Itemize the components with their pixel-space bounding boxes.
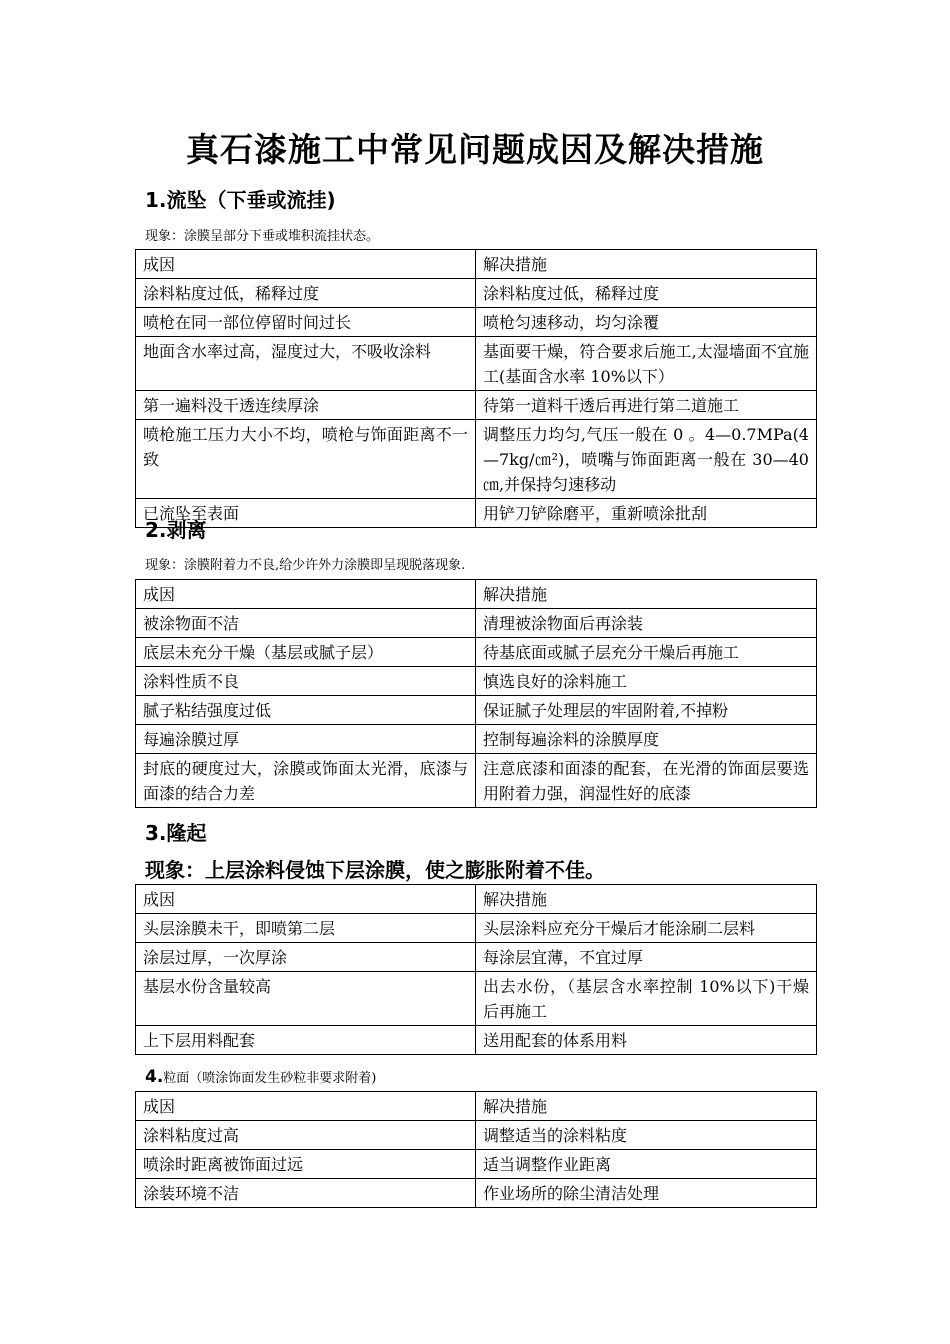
cause-cell: 被涂物面不洁 bbox=[136, 609, 476, 638]
cause-cell: 头层涂膜未干，即喷第二层 bbox=[136, 914, 476, 943]
cause-cell: 已流坠至表面 bbox=[136, 499, 476, 528]
header-solution: 解决措施 bbox=[476, 885, 817, 914]
cause-cell: 涂层过厚，一次厚涂 bbox=[136, 943, 476, 972]
cause-cell: 上下层用料配套 bbox=[136, 1026, 476, 1055]
table-row bbox=[136, 391, 817, 420]
section-3-table bbox=[135, 884, 817, 1055]
solution-cell: 待基底面或腻子层充分干燥后再施工 bbox=[476, 638, 817, 667]
cause-cell: 涂料粘度过高 bbox=[136, 1121, 476, 1150]
table-row bbox=[136, 499, 817, 528]
table-row bbox=[136, 1150, 817, 1179]
solution-cell: 适当调整作业距离 bbox=[476, 1150, 817, 1179]
table-row bbox=[136, 725, 817, 754]
cause-cell: 第一遍料没干透连续厚涂 bbox=[136, 391, 476, 420]
cause-cell: 底层未充分干燥（基层或腻子层） bbox=[136, 638, 476, 667]
solution-cell: 基面要干燥，符合要求后施工,太湿墙面不宜施工(基面含水率 10%以下） bbox=[476, 337, 817, 391]
solution-cell: 调整适当的涂料粘度 bbox=[476, 1121, 817, 1150]
table-row bbox=[136, 279, 817, 308]
table-row bbox=[136, 337, 817, 391]
section-1-table bbox=[135, 249, 817, 528]
solution-cell: 控制每遍涂料的涂膜厚度 bbox=[476, 725, 817, 754]
header-solution: 解决措施 bbox=[476, 1092, 817, 1121]
section-3-phenomenon: 现象：上层涂料侵蚀下层涂膜，使之膨胀附着不佳。 bbox=[145, 858, 605, 882]
page-title: 真石漆施工中常见问题成因及解决措施 bbox=[186, 130, 764, 169]
solution-cell: 清理被涂物面后再涂装 bbox=[476, 609, 817, 638]
section-3-heading: 3.隆起 bbox=[145, 821, 207, 845]
header-cause: 成因 bbox=[136, 1092, 476, 1121]
table-row bbox=[136, 420, 817, 499]
table-header-row bbox=[136, 885, 817, 914]
section-4-heading bbox=[145, 1067, 376, 1089]
cause-cell: 喷枪在同一部位停留时间过长 bbox=[136, 308, 476, 337]
cause-cell: 涂料粘度过低，稀释过度 bbox=[136, 279, 476, 308]
section-2-heading: 2.剥离 bbox=[145, 518, 207, 542]
solution-cell: 作业场所的除尘清洁处理 bbox=[476, 1179, 817, 1208]
table-row bbox=[136, 1026, 817, 1055]
solution-cell: 待第一道料干透后再进行第二道施工 bbox=[476, 391, 817, 420]
solution-cell: 每涂层宜薄，不宜过厚 bbox=[476, 943, 817, 972]
cause-cell: 涂料性质不良 bbox=[136, 667, 476, 696]
cause-cell: 封底的硬度过大，涂膜或饰面太光滑，底漆与面漆的结合力差 bbox=[136, 754, 476, 808]
cause-cell: 每遍涂膜过厚 bbox=[136, 725, 476, 754]
table-header-row bbox=[136, 580, 817, 609]
table-header-row bbox=[136, 250, 817, 279]
solution-cell: 调整压力均匀,气压一般在 0 。4—0.7MPa(4—7kg/㎝²)，喷嘴与饰面距离一般在 30—40㎝,并保持匀速移动 bbox=[476, 420, 817, 499]
table-row bbox=[136, 754, 817, 808]
cause-cell: 喷涂时距离被饰面过远 bbox=[136, 1150, 476, 1179]
cause-cell: 基层水份含量较高 bbox=[136, 972, 476, 1026]
section-4-table bbox=[135, 1091, 817, 1208]
table-row bbox=[136, 638, 817, 667]
header-solution: 解决措施 bbox=[476, 580, 817, 609]
solution-cell: 注意底漆和面漆的配套，在光滑的饰面层要选用附着力强，润湿性好的底漆 bbox=[476, 754, 817, 808]
section-2-phenomenon: 现象：涂膜附着力不良,给少许外力涂膜即呈现脱落现象. bbox=[145, 558, 466, 573]
solution-cell: 涂料粘度过低，稀释过度 bbox=[476, 279, 817, 308]
table-row bbox=[136, 1121, 817, 1150]
solution-cell: 慎选良好的涂料施工 bbox=[476, 667, 817, 696]
header-solution: 解决措施 bbox=[476, 250, 817, 279]
table-row bbox=[136, 1179, 817, 1208]
table-row bbox=[136, 696, 817, 725]
header-cause: 成因 bbox=[136, 250, 476, 279]
cause-cell: 涂装环境不洁 bbox=[136, 1179, 476, 1208]
solution-cell: 用铲刀铲除磨平，重新喷涂批刮 bbox=[476, 499, 817, 528]
solution-cell: 送用配套的体系用料 bbox=[476, 1026, 817, 1055]
cause-cell: 地面含水率过高，湿度过大，不吸收涂料 bbox=[136, 337, 476, 391]
table-row bbox=[136, 609, 817, 638]
solution-cell: 喷枪匀速移动，均匀涂覆 bbox=[476, 308, 817, 337]
table-row bbox=[136, 308, 817, 337]
table-header-row bbox=[136, 1092, 817, 1121]
table-row bbox=[136, 943, 817, 972]
section-4-title: 粒面（喷涂饰面发生砂粒非要求附着) bbox=[163, 1071, 377, 1086]
cause-cell: 腻子粘结强度过低 bbox=[136, 696, 476, 725]
table-row bbox=[136, 914, 817, 943]
table-row bbox=[136, 667, 817, 696]
table-row bbox=[136, 972, 817, 1026]
section-1-phenomenon: 现象：涂膜呈部分下垂或堆积流挂状态。 bbox=[145, 229, 380, 244]
section-4-number: 4. bbox=[145, 1067, 164, 1087]
solution-cell: 头层涂料应充分干燥后才能涂刷二层料 bbox=[476, 914, 817, 943]
solution-cell: 保证腻子处理层的牢固附着,不掉粉 bbox=[476, 696, 817, 725]
header-cause: 成因 bbox=[136, 580, 476, 609]
solution-cell: 出去水份，（基层含水率控制 10%以下)干燥后再施工 bbox=[476, 972, 817, 1026]
section-1-heading: 1.流坠（下垂或流挂) bbox=[145, 188, 336, 212]
header-cause: 成因 bbox=[136, 885, 476, 914]
cause-cell: 喷枪施工压力大小不均，喷枪与饰面距离不一致 bbox=[136, 420, 476, 499]
section-2-table bbox=[135, 579, 817, 808]
